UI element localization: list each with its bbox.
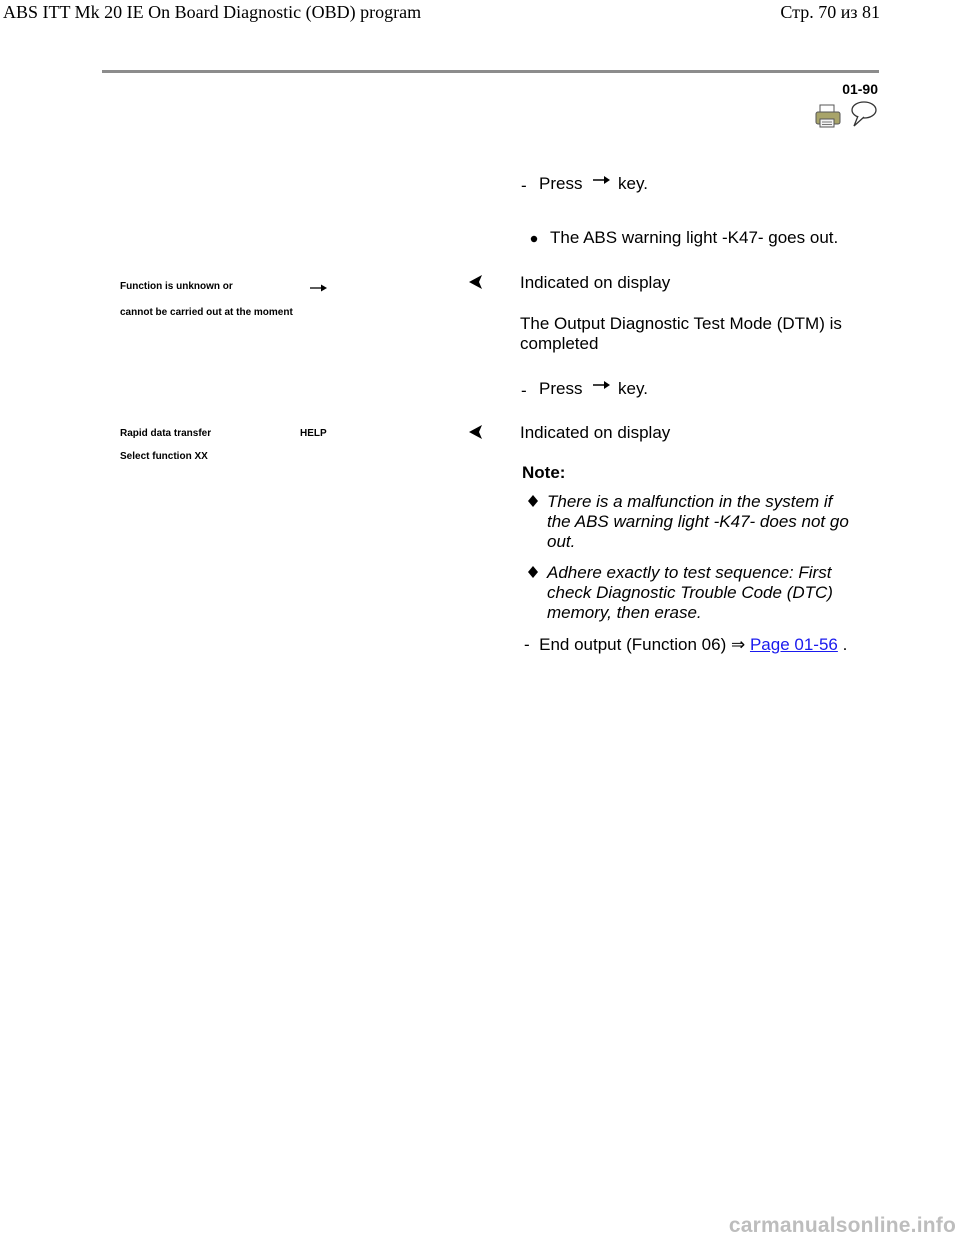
note-text-line: the ABS warning light -K47- does not go — [547, 512, 849, 531]
page-number: 01-90 — [842, 81, 878, 97]
note-text-line: Adhere exactly to test sequence: First — [547, 563, 832, 582]
chevron-left-icon — [466, 273, 484, 296]
document-title: ABS ITT Mk 20 IE On Board Diagnostic (OBD) program — [3, 2, 422, 22]
step-press-text: Press — [539, 379, 583, 398]
step-key-text: key. — [618, 379, 648, 398]
printer-icon[interactable] — [814, 103, 842, 129]
step-dash: - — [521, 176, 527, 195]
diamond-bullet-icon — [528, 494, 538, 512]
bullet-dot-icon — [530, 230, 538, 248]
display-line-1: Rapid data transfer — [120, 428, 212, 439]
step-dash: - — [521, 381, 527, 400]
diamond-bullet-icon — [528, 565, 538, 583]
display-line-1: Function is unknown or — [120, 281, 233, 292]
double-arrow-icon: ⇒ — [730, 635, 746, 654]
speech-bubble-icon[interactable] — [848, 99, 878, 129]
display-line-2: Select function XX — [120, 451, 208, 462]
end-period: . — [842, 635, 848, 654]
end-output-line — [524, 635, 847, 655]
display-arrow-icon — [309, 280, 329, 298]
end-output-text: End output (Function 06) — [539, 635, 727, 654]
arrow-right-icon — [592, 173, 612, 191]
bullet-text: The ABS warning light -K47- goes out. — [550, 228, 839, 247]
completed-text-2: completed — [520, 334, 599, 353]
step-dash: - — [524, 635, 530, 654]
page-link[interactable]: Page 01-56 — [749, 635, 838, 654]
page-counter: Стр. 70 из 81 — [780, 2, 880, 22]
step-press-text: Press — [539, 174, 583, 193]
completed-text-1: The Output Diagnostic Test Mode (DTM) is — [520, 314, 842, 333]
note-text-line: There is a malfunction in the system if — [547, 492, 833, 511]
note-text-line: check Diagnostic Trouble Code (DTC) — [547, 583, 833, 602]
display-line-2: cannot be carried out at the moment — [120, 307, 293, 318]
indicated-text: Indicated on display — [520, 273, 671, 292]
note-text-line: memory, then erase. — [547, 603, 702, 622]
indicated-text: Indicated on display — [520, 423, 671, 442]
chevron-left-icon — [466, 423, 484, 446]
watermark: carmanualsonline.info — [728, 1214, 956, 1237]
note-label: Note: — [522, 463, 566, 482]
arrow-right-icon — [592, 378, 612, 396]
header-rule — [102, 70, 879, 73]
display-help: HELP — [300, 428, 327, 439]
note-text-line: out. — [547, 532, 576, 551]
step-key-text: key. — [618, 174, 648, 193]
